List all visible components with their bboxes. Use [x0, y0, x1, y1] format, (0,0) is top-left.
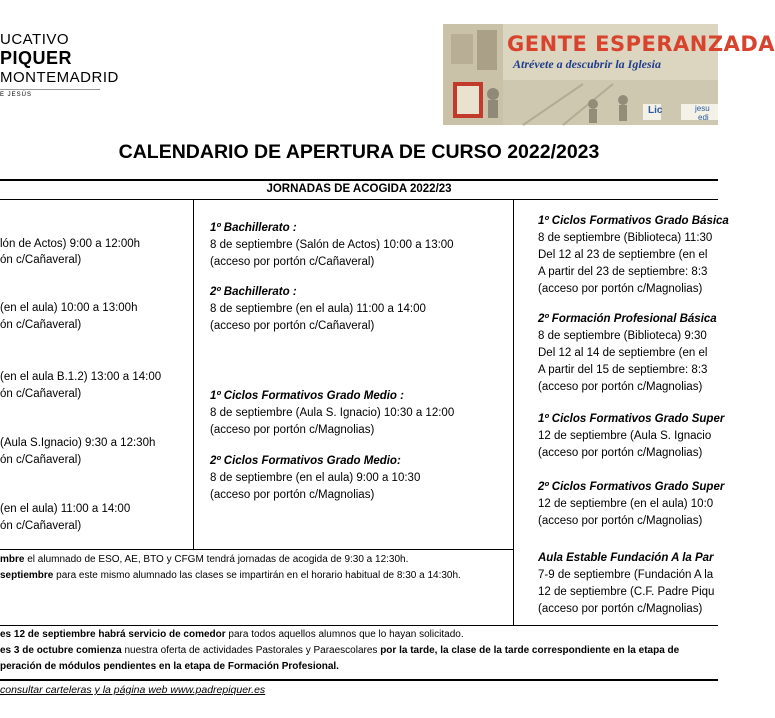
bottom-line-1-bold: es 12 de septiembre habrá servicio de comedor [0, 629, 226, 640]
note-1-bold: mbre [0, 554, 25, 565]
logo-line-4: E JESÚS [0, 92, 33, 98]
banner-image [443, 24, 775, 125]
col-divider-2 [513, 199, 514, 625]
note-2-text: para este mismo alumnado las clases se impartirán en el horario habitual de 8:30 a 14:30h. [53, 570, 461, 581]
col3-entry-5-line-1: 7-9 de septiembre (Fundación A la [538, 569, 714, 581]
col2-entry-1-line-2: (acceso por portón c/Cañaveral) [210, 256, 375, 268]
col3-heading-2: 2º Formación Profesional Básica [538, 313, 717, 325]
table-bottom-border [0, 625, 718, 626]
col2-heading-3: 1º Ciclos Formativos Grado Medio : [210, 390, 404, 402]
col3-heading-3: 1º Ciclos Formativos Grado Super [538, 413, 725, 425]
col2-heading-4: 2º Ciclos Formativos Grado Medio: [210, 455, 401, 467]
col-divider-1 [193, 199, 194, 549]
logo-line-3: MONTEMADRID [0, 69, 119, 86]
col3-entry-5-line-2: 12 de septiembre (C.F. Padre Piqu [538, 586, 715, 598]
banner-logo-3: edi [698, 113, 709, 122]
table-top-border [0, 179, 718, 181]
notes-top-border [0, 549, 513, 550]
col3-entry-3-line-2: (acceso por portón c/Magnolias) [538, 447, 703, 459]
bottom-line-1 [0, 628, 464, 642]
header-bottom-border [0, 199, 718, 200]
col3-entry-3-line-1: 12 de septiembre (Aula S. Ignacio [538, 430, 712, 442]
col2-heading-1: 1º Bachillerato : [210, 222, 297, 234]
col3-entry-2-line-3: A partir del 15 de septiembre: 8:3 [538, 364, 708, 376]
col2-entry-3-line-2: (acceso por portón c/Magnolias) [210, 424, 375, 436]
col3-heading-5: Aula Estable Fundación A la Par [538, 552, 714, 564]
col2-entry-4-line-1: 8 de septiembre (en el aula) 9:00 a 10:30 [210, 472, 421, 484]
bottom-section-border [0, 679, 718, 681]
col3-entry-1-line-4: (acceso por portón c/Magnolias) [538, 283, 703, 295]
note-2 [0, 569, 461, 583]
col1-entry-3-line-2: ón c/Cañaveral) [0, 388, 82, 400]
col2-entry-3-line-1: 8 de septiembre (Aula S. Ignacio) 10:30 a 12:00 [210, 407, 455, 419]
note-1 [0, 553, 408, 567]
col1-entry-2-line-2: ón c/Cañaveral) [0, 319, 82, 331]
section-header: JORNADAS DE ACOGIDA 2022/23 [266, 183, 452, 195]
col2-entry-1-line-1: 8 de septiembre (Salón de Actos) 10:00 a 13:00 [210, 239, 454, 251]
note-1-text: el alumnado de ESO, AE, BTO y CFGM tendrá jornadas de acogida de 9:30 a 12:30h. [24, 554, 409, 565]
col1-entry-2-line-1: (en el aula) 10:00 a 13:00h [0, 302, 138, 314]
col3-entry-2-line-2: Del 12 al 14 de septiembre (en el [538, 347, 708, 359]
col3-heading-4: 2º Ciclos Formativos Grado Super [538, 481, 725, 493]
col2-entry-2-line-2: (acceso por portón c/Cañaveral) [210, 320, 375, 332]
bottom-line-3 [0, 660, 339, 674]
logo-line-2: PIQUER [0, 48, 73, 68]
bottom-line-2-bold: es 3 de octubre comienza [0, 645, 122, 656]
col3-heading-1: 1º Ciclos Formativos Grado Básica [538, 215, 729, 227]
bottom-line-1-text: para todos aquellos alumnos que lo hayan solicitado. [225, 629, 464, 640]
footer-link[interactable]: consultar carteleras y la página web www.padrepiquer.es [0, 684, 266, 696]
col2-heading-2: 2º Bachillerato : [210, 286, 297, 298]
banner-title: GENTE ESPERANZADA [507, 32, 775, 56]
col3-entry-4-line-2: (acceso por portón c/Magnolias) [538, 515, 703, 527]
col3-entry-1-line-3: A partir del 23 de septiembre: 8:3 [538, 266, 708, 278]
col1-entry-1-line-1: lón de Actos) 9:00 a 12:00h [0, 238, 141, 250]
col1-entry-1-line-2: ón c/Cañaveral) [0, 254, 82, 266]
banner-subtitle: Atrévete a descubrir la Iglesia [513, 57, 661, 71]
col3-entry-2-line-1: 8 de septiembre (Biblioteca) 9:30 [538, 330, 707, 342]
banner-logo-1: Lic [648, 105, 663, 116]
col3-entry-2-line-4: (acceso por portón c/Magnolias) [538, 381, 703, 393]
logo-line-1: UCATIVO [0, 31, 70, 48]
col1-entry-5-line-2: ón c/Cañaveral) [0, 520, 82, 532]
banner-logo-2: jesu [695, 104, 710, 113]
col2-entry-2-line-1: 8 de septiembre (en el aula) 11:00 a 14:00 [210, 303, 426, 315]
note-2-bold: septiembre [0, 570, 54, 581]
col3-entry-1-line-1: 8 de septiembre (Biblioteca) 11:30 [538, 232, 713, 244]
col3-entry-1-line-2: Del 12 al 23 de septiembre (en el [538, 249, 708, 261]
col3-entry-5-line-3: (acceso por portón c/Magnolias) [538, 603, 703, 615]
col2-entry-4-line-2: (acceso por portón c/Magnolias) [210, 489, 375, 501]
col1-entry-4-line-1: (Aula S.Ignacio) 9:30 a 12:30h [0, 437, 156, 449]
bottom-line-2 [0, 644, 679, 658]
bottom-line-2-bold-2: por la tarde, la clase de la tarde correspondiente en la etapa de [380, 645, 680, 656]
bottom-line-2-text: nuestra oferta de actividades Pastorales y Paraescolares [121, 645, 381, 656]
bottom-line-3-bold: peración de módulos pendientes en la etapa de Formación Profesional. [0, 661, 339, 672]
col1-entry-3-line-1: (en el aula B.1.2) 13:00 a 14:00 [0, 371, 162, 383]
page-title: CALENDARIO DE APERTURA DE CURSO 2022/2023 [118, 141, 600, 163]
logo-divider [0, 89, 100, 90]
col3-entry-4-line-1: 12 de septiembre (en el aula) 10:0 [538, 498, 714, 510]
col1-entry-4-line-2: ón c/Cañaveral) [0, 454, 82, 466]
col1-entry-5-line-1: (en el aula) 11:00 a 14:00 [0, 503, 131, 515]
